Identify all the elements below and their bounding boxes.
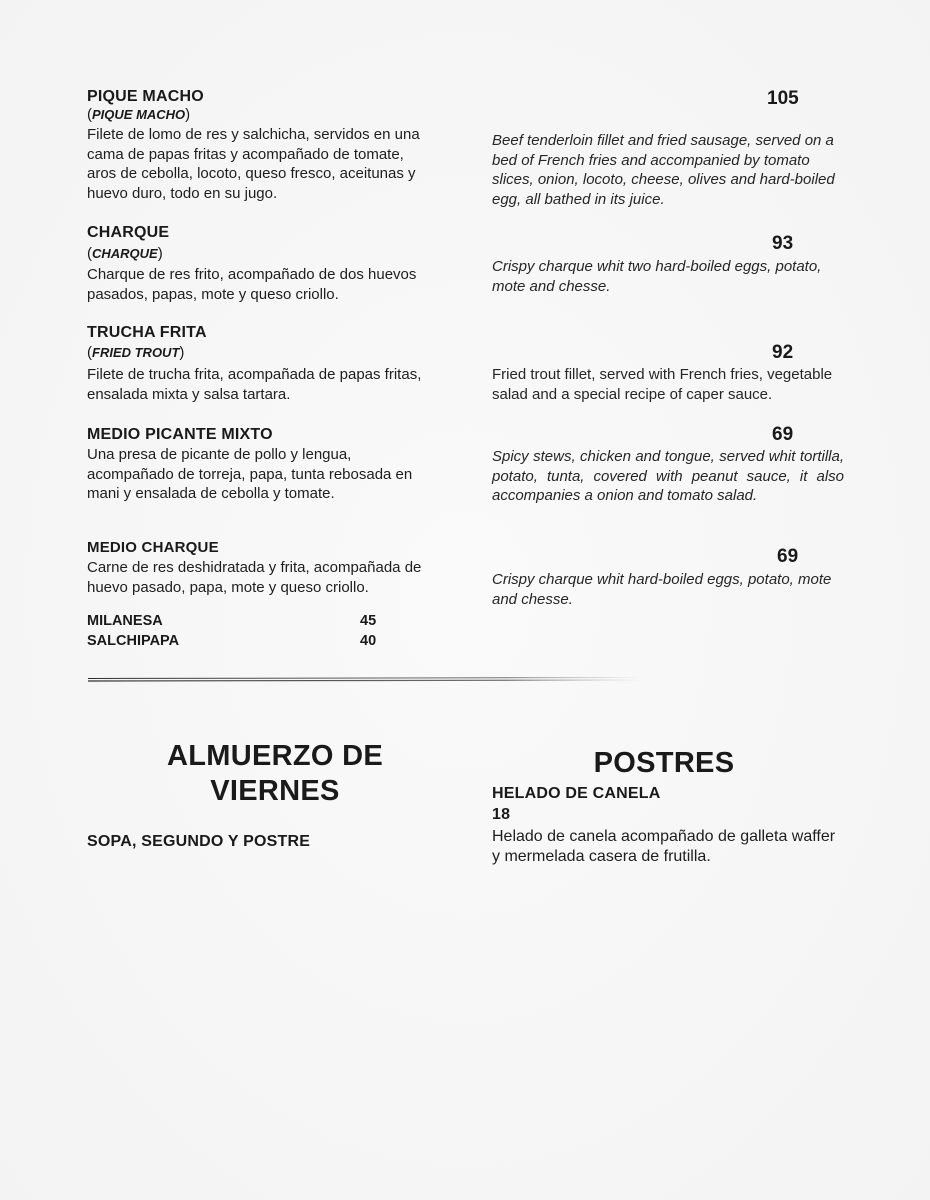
friday-heading-line1: ALMUERZO DE — [167, 740, 383, 772]
item-title-pique-macho: PIQUE MACHO — [87, 88, 204, 105]
item-description-es-pique-macho: Filete de lomo de res y salchicha, servidos en una cama de papas fritas y acompañado de tomate, aros de cebolla, locoto, queso fresco, aceitunas y huevo duro, todo en su jugo. — [87, 126, 420, 202]
item-title-medio-picante-mixto: MEDIO PICANTE MIXTO — [87, 426, 273, 443]
item-description-en-charque: Crispy charque whit two hard-boiled eggs, potato, mote and chesse. — [492, 258, 822, 295]
item-description-es-medio-charque: Carne de res deshidratada y frita, acompañada de huevo pasado, papa, mote y queso criollo. — [87, 559, 422, 596]
item-subtitle-text: PIQUE MACHO — [92, 107, 186, 122]
section-divider — [88, 677, 643, 683]
item-subtitle-text: FRIED TROUT — [92, 345, 180, 360]
item-description-en-medio-charque: Crispy charque whit hard-boiled eggs, potato, mote and chesse. — [492, 571, 832, 608]
item-price-charque: 93 — [772, 233, 794, 254]
item-description-en-pique-macho: Beef tenderloin fillet and fried sausage, served on a bed of French fries and accompanied by tomato slices, onion, locoto, cheese, olives and hard-boiled egg, all bathed in its juice. — [492, 132, 835, 208]
item-price-medio-picante-mixto: 69 — [772, 424, 794, 445]
dessert-item-title: HELADO DE CANELA — [492, 785, 661, 802]
item-subtitle-charque: (CHARQUE) — [87, 245, 163, 262]
item-subtitle-text: CHARQUE — [92, 246, 158, 261]
extra-price-milanesa: 45 — [360, 613, 377, 629]
item-price-medio-charque: 69 — [777, 546, 799, 567]
item-description-en-trucha-frita: Fried trout fillet, served with French fries, vegetable salad and a special recipe of caper sauce. — [492, 366, 833, 403]
item-description-en-medio-picante-mixto: Spicy stews, chicken and tongue, served whit tortilla, potato, tunta, covered with peanut sauce, it also accompanies a onion and tomato salad. — [492, 448, 844, 504]
item-description-es-charque: Charque de res frito, acompañado de dos huevos pasados, papas, mote y queso criollo. — [87, 266, 417, 303]
extra-item-milanesa: MILANESA — [87, 613, 163, 629]
extra-item-salchipapa: SALCHIPAPA — [87, 633, 180, 649]
item-price-trucha-frita: 92 — [772, 342, 794, 363]
item-title-charque: CHARQUE — [87, 224, 170, 241]
item-title-medio-charque: MEDIO CHARQUE — [87, 539, 219, 556]
item-subtitle-trucha-frita: (FRIED TROUT) — [87, 344, 185, 361]
extra-price-salchipapa: 40 — [360, 633, 377, 649]
item-description-es-trucha-frita: Filete de trucha frita, acompañada de papas fritas, ensalada mixta y salsa tartara. — [87, 366, 422, 403]
dessert-item-price: 18 — [492, 806, 511, 823]
friday-heading-line2: VIERNES — [210, 775, 340, 807]
item-description-es-medio-picante-mixto: Una presa de picante de pollo y lengua, acompañado de torreja, papa, tunta rebosada en mani y ensalada de cebolla y tomate. — [87, 446, 413, 502]
item-subtitle-pique-macho: (PIQUE MACHO) — [87, 106, 191, 123]
item-price-pique-macho: 105 — [767, 88, 799, 109]
item-title-trucha-frita: TRUCHA FRITA — [87, 324, 207, 341]
friday-lunch-subtitle: SOPA, SEGUNDO Y POSTRE — [87, 833, 311, 850]
desserts-heading: POSTRES — [593, 747, 735, 779]
friday-lunch-heading — [120, 739, 430, 809]
dessert-item-description: Helado de canela acompañado de galleta waffer y mermelada casera de frutilla. — [492, 828, 836, 865]
